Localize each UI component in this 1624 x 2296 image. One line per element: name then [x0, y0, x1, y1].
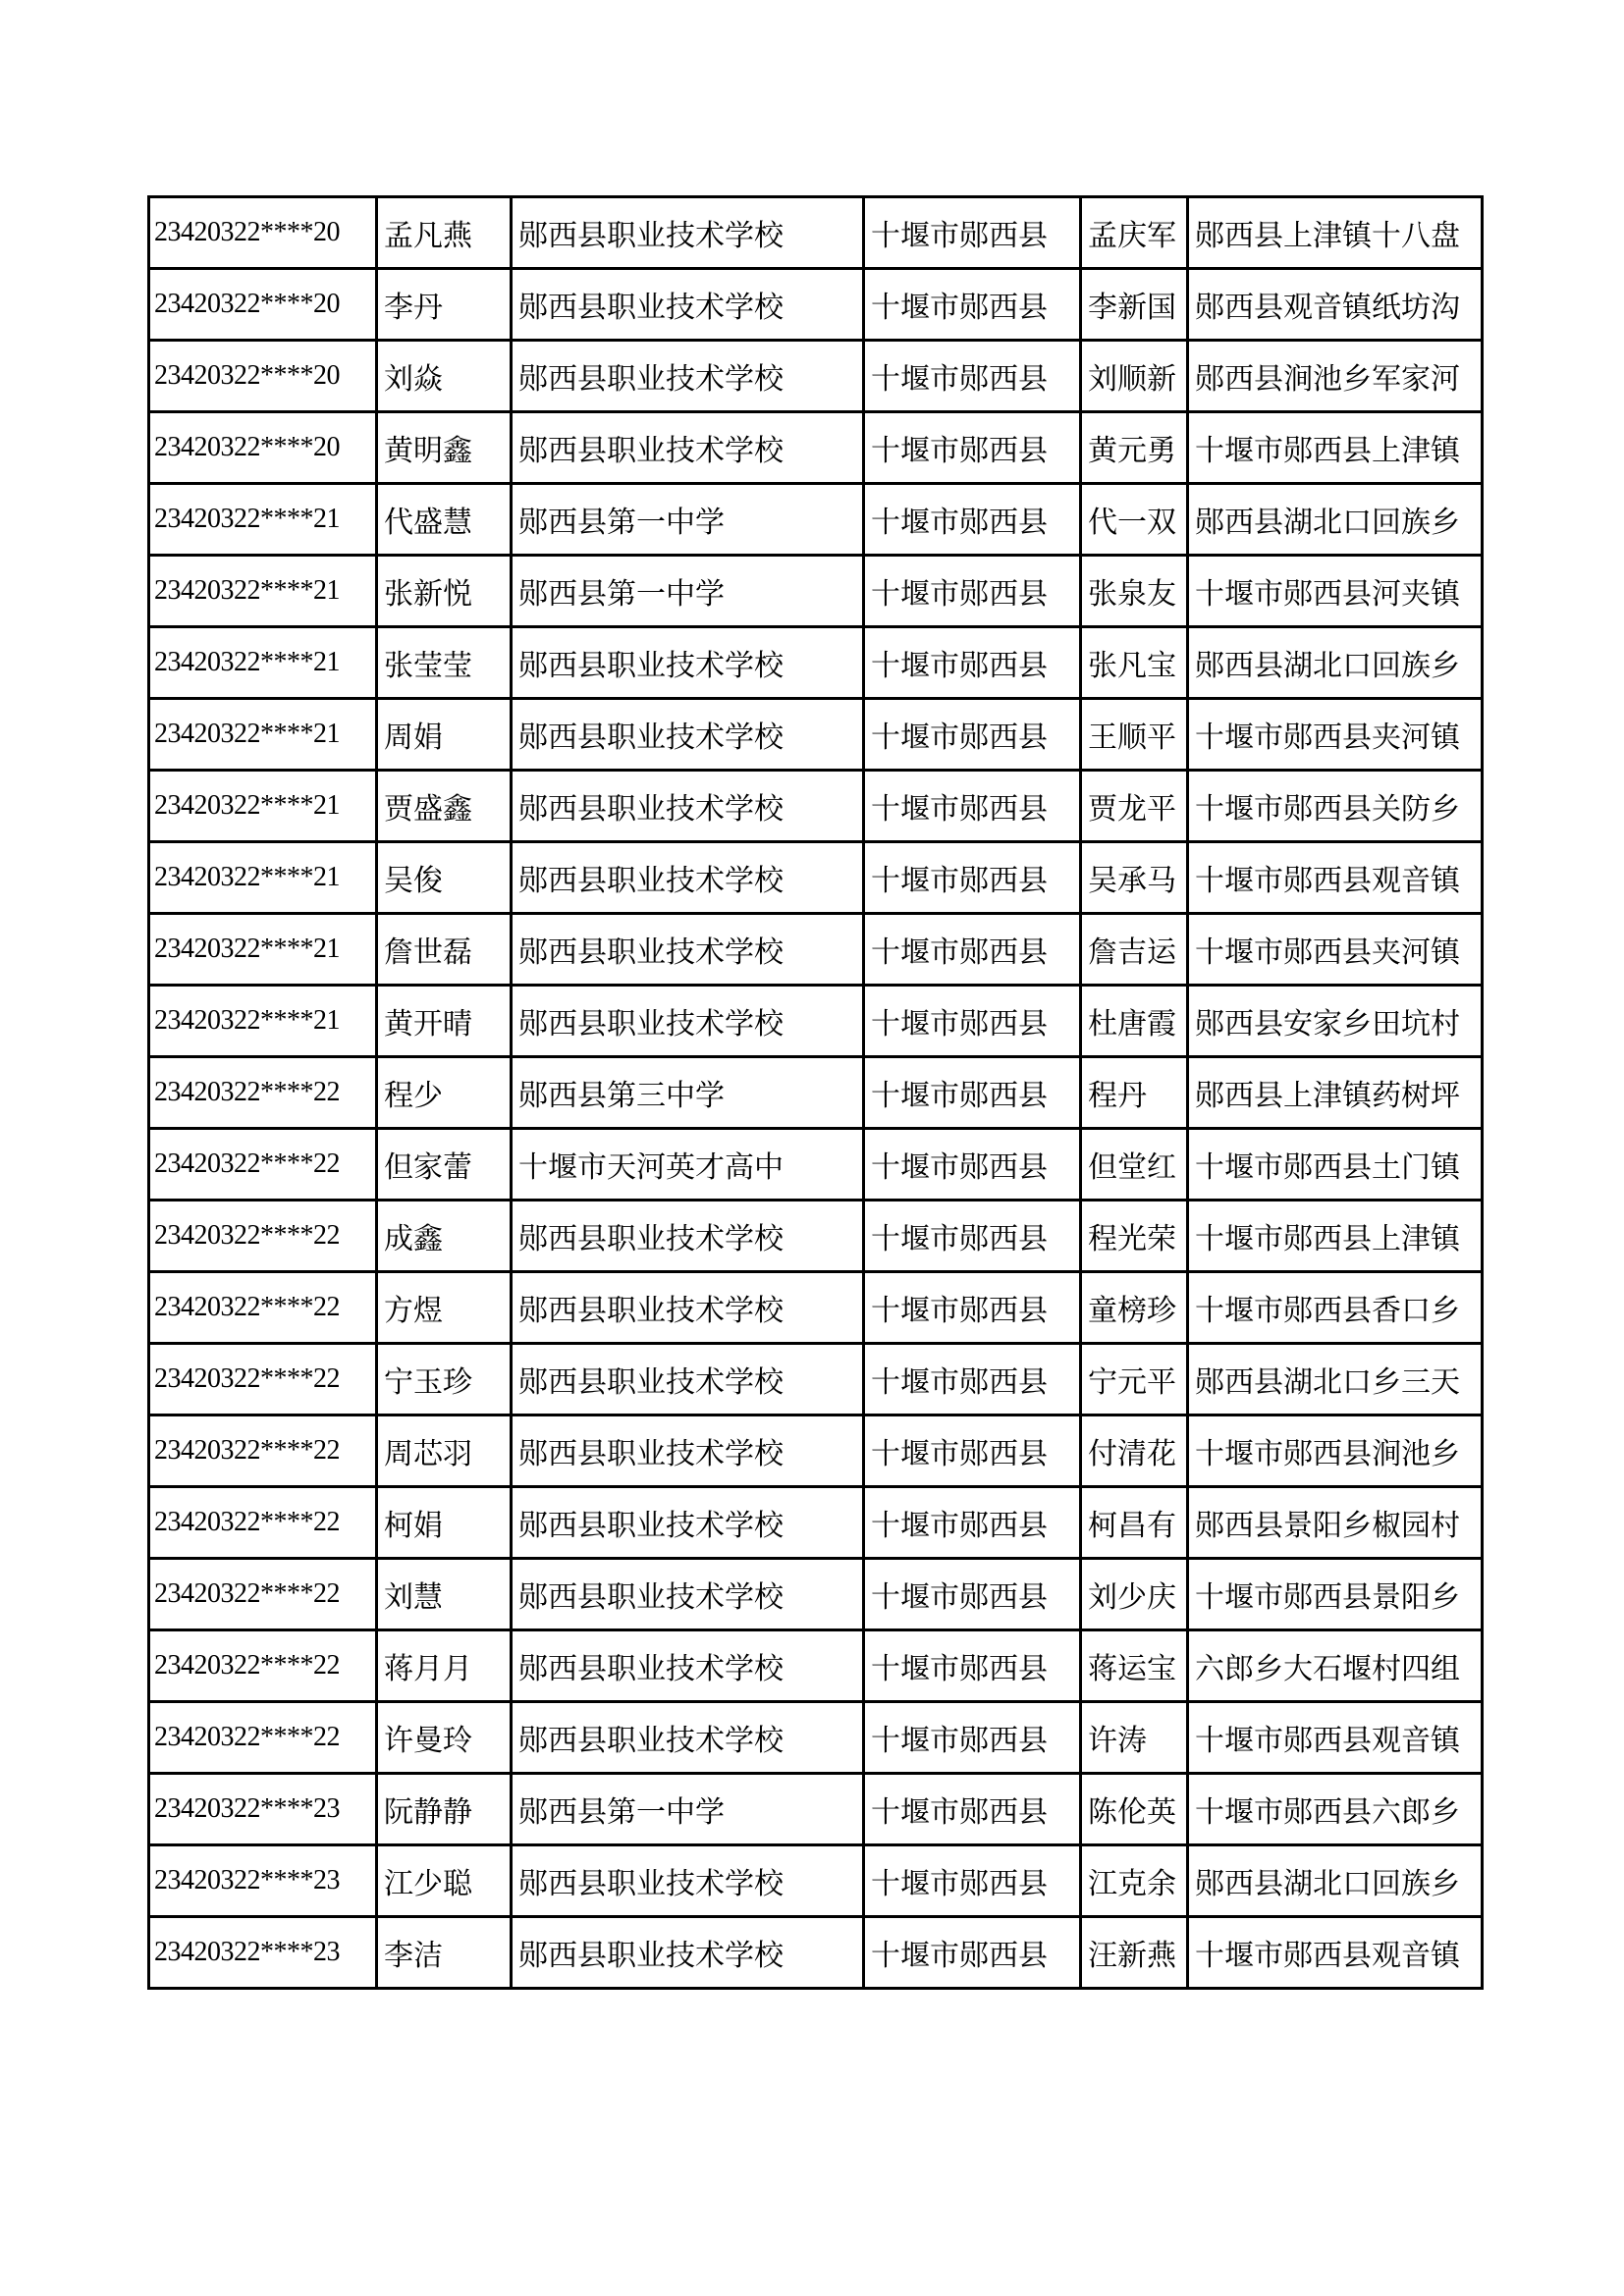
- address-cell: 十堰市郧西县景阳乡: [1188, 1559, 1483, 1630]
- school-cell: 郧西县职业技术学校: [512, 269, 864, 341]
- table-row: [149, 771, 1483, 842]
- guardian-name-cell: 杜唐霞: [1081, 986, 1188, 1057]
- address-cell: 十堰市郧西县上津镇: [1188, 412, 1483, 484]
- guardian-name-cell: 王顺平: [1081, 699, 1188, 771]
- student-name-cell: 成鑫: [377, 1201, 512, 1272]
- guardian-name-cell: 但堂红: [1081, 1129, 1188, 1201]
- address-cell: 十堰市郧西县夹河镇: [1188, 699, 1483, 771]
- id-number-cell: 23420322****22: [149, 1559, 377, 1630]
- student-name-cell: 柯娟: [377, 1487, 512, 1559]
- id-number-cell: 23420322****23: [149, 1774, 377, 1845]
- guardian-name-cell: 付清花: [1081, 1415, 1188, 1487]
- table-row: [149, 627, 1483, 699]
- student-name-cell: 程少: [377, 1057, 512, 1129]
- region-cell: 十堰市郧西县: [864, 1201, 1081, 1272]
- id-number-cell: 23420322****23: [149, 1917, 377, 1989]
- student-name-cell: 李洁: [377, 1917, 512, 1989]
- guardian-name-cell: 许涛: [1081, 1702, 1188, 1774]
- school-cell: 郧西县职业技术学校: [512, 627, 864, 699]
- id-number-cell: 23420322****22: [149, 1344, 377, 1415]
- id-number-cell: 23420322****21: [149, 842, 377, 914]
- id-number-cell: 23420322****22: [149, 1487, 377, 1559]
- address-cell: 郧西县湖北口乡三天: [1188, 1344, 1483, 1415]
- id-number-cell: 23420322****21: [149, 627, 377, 699]
- student-name-cell: 孟凡燕: [377, 197, 512, 269]
- student-name-cell: 但家蕾: [377, 1129, 512, 1201]
- school-cell: 郧西县第一中学: [512, 556, 864, 627]
- school-cell: 十堰市天河英才高中: [512, 1129, 864, 1201]
- id-number-cell: 23420322****22: [149, 1272, 377, 1344]
- address-cell: 郧西县上津镇十八盘: [1188, 197, 1483, 269]
- table-row: [149, 1917, 1483, 1989]
- guardian-name-cell: 李新国: [1081, 269, 1188, 341]
- id-number-cell: 23420322****22: [149, 1630, 377, 1702]
- id-number-cell: 23420322****21: [149, 484, 377, 556]
- region-cell: 十堰市郧西县: [864, 269, 1081, 341]
- student-name-cell: 张莹莹: [377, 627, 512, 699]
- address-cell: 郧西县湖北口回族乡: [1188, 1845, 1483, 1917]
- region-cell: 十堰市郧西县: [864, 197, 1081, 269]
- school-cell: 郧西县职业技术学校: [512, 341, 864, 412]
- address-cell: 郧西县上津镇药树坪: [1188, 1057, 1483, 1129]
- roster-table-body: [149, 197, 1483, 1989]
- school-cell: 郧西县职业技术学校: [512, 1201, 864, 1272]
- region-cell: 十堰市郧西县: [864, 484, 1081, 556]
- region-cell: 十堰市郧西县: [864, 1057, 1081, 1129]
- address-cell: 郧西县安家乡田坑村: [1188, 986, 1483, 1057]
- id-number-cell: 23420322****22: [149, 1702, 377, 1774]
- table-row: [149, 1845, 1483, 1917]
- student-name-cell: 宁玉珍: [377, 1344, 512, 1415]
- address-cell: 郧西县涧池乡军家河: [1188, 341, 1483, 412]
- region-cell: 十堰市郧西县: [864, 627, 1081, 699]
- id-number-cell: 23420322****20: [149, 197, 377, 269]
- table-row: [149, 1487, 1483, 1559]
- region-cell: 十堰市郧西县: [864, 1845, 1081, 1917]
- guardian-name-cell: 代一双: [1081, 484, 1188, 556]
- table-row: [149, 1774, 1483, 1845]
- student-name-cell: 方煜: [377, 1272, 512, 1344]
- student-name-cell: 李丹: [377, 269, 512, 341]
- table-row: [149, 842, 1483, 914]
- region-cell: 十堰市郧西县: [864, 914, 1081, 986]
- guardian-name-cell: 蒋运宝: [1081, 1630, 1188, 1702]
- id-number-cell: 23420322****20: [149, 412, 377, 484]
- region-cell: 十堰市郧西县: [864, 556, 1081, 627]
- student-name-cell: 詹世磊: [377, 914, 512, 986]
- address-cell: 郧西县观音镇纸坊沟: [1188, 269, 1483, 341]
- table-row: [149, 1630, 1483, 1702]
- student-name-cell: 周娟: [377, 699, 512, 771]
- guardian-name-cell: 吴承马: [1081, 842, 1188, 914]
- table-row: [149, 484, 1483, 556]
- region-cell: 十堰市郧西县: [864, 1917, 1081, 1989]
- table-row: [149, 1702, 1483, 1774]
- address-cell: 十堰市郧西县上津镇: [1188, 1201, 1483, 1272]
- student-name-cell: 代盛慧: [377, 484, 512, 556]
- table-row: [149, 1201, 1483, 1272]
- region-cell: 十堰市郧西县: [864, 771, 1081, 842]
- school-cell: 郧西县职业技术学校: [512, 1487, 864, 1559]
- school-cell: 郧西县第一中学: [512, 484, 864, 556]
- table-row: [149, 412, 1483, 484]
- region-cell: 十堰市郧西县: [864, 842, 1081, 914]
- guardian-name-cell: 黄元勇: [1081, 412, 1188, 484]
- school-cell: 郧西县职业技术学校: [512, 1845, 864, 1917]
- student-name-cell: 张新悦: [377, 556, 512, 627]
- guardian-name-cell: 宁元平: [1081, 1344, 1188, 1415]
- region-cell: 十堰市郧西县: [864, 341, 1081, 412]
- region-cell: 十堰市郧西县: [864, 1774, 1081, 1845]
- school-cell: 郧西县职业技术学校: [512, 1415, 864, 1487]
- region-cell: 十堰市郧西县: [864, 1344, 1081, 1415]
- school-cell: 郧西县职业技术学校: [512, 842, 864, 914]
- table-row: [149, 699, 1483, 771]
- region-cell: 十堰市郧西县: [864, 986, 1081, 1057]
- school-cell: 郧西县职业技术学校: [512, 1559, 864, 1630]
- table-row: [149, 197, 1483, 269]
- guardian-name-cell: 孟庆军: [1081, 197, 1188, 269]
- address-cell: 十堰市郧西县观音镇: [1188, 1917, 1483, 1989]
- guardian-name-cell: 陈伦英: [1081, 1774, 1188, 1845]
- school-cell: 郧西县职业技术学校: [512, 914, 864, 986]
- region-cell: 十堰市郧西县: [864, 412, 1081, 484]
- id-number-cell: 23420322****21: [149, 699, 377, 771]
- address-cell: 十堰市郧西县观音镇: [1188, 1702, 1483, 1774]
- guardian-name-cell: 刘少庆: [1081, 1559, 1188, 1630]
- table-row: [149, 1344, 1483, 1415]
- table-row: [149, 269, 1483, 341]
- id-number-cell: 23420322****22: [149, 1415, 377, 1487]
- school-cell: 郧西县职业技术学校: [512, 197, 864, 269]
- region-cell: 十堰市郧西县: [864, 1487, 1081, 1559]
- table-row: [149, 556, 1483, 627]
- roster-table: [147, 195, 1484, 1990]
- school-cell: 郧西县职业技术学校: [512, 1272, 864, 1344]
- id-number-cell: 23420322****21: [149, 556, 377, 627]
- id-number-cell: 23420322****22: [149, 1201, 377, 1272]
- address-cell: 十堰市郧西县土门镇: [1188, 1129, 1483, 1201]
- student-name-cell: 蒋月月: [377, 1630, 512, 1702]
- school-cell: 郧西县职业技术学校: [512, 1344, 864, 1415]
- id-number-cell: 23420322****22: [149, 1129, 377, 1201]
- student-name-cell: 刘焱: [377, 341, 512, 412]
- table-row: [149, 1129, 1483, 1201]
- address-cell: 十堰市郧西县观音镇: [1188, 842, 1483, 914]
- region-cell: 十堰市郧西县: [864, 1630, 1081, 1702]
- address-cell: 十堰市郧西县夹河镇: [1188, 914, 1483, 986]
- id-number-cell: 23420322****23: [149, 1845, 377, 1917]
- school-cell: 郧西县职业技术学校: [512, 1630, 864, 1702]
- region-cell: 十堰市郧西县: [864, 1559, 1081, 1630]
- school-cell: 郧西县职业技术学校: [512, 412, 864, 484]
- school-cell: 郧西县职业技术学校: [512, 699, 864, 771]
- guardian-name-cell: 贾龙平: [1081, 771, 1188, 842]
- region-cell: 十堰市郧西县: [864, 1129, 1081, 1201]
- address-cell: 十堰市郧西县六郎乡: [1188, 1774, 1483, 1845]
- school-cell: 郧西县职业技术学校: [512, 986, 864, 1057]
- id-number-cell: 23420322****21: [149, 771, 377, 842]
- student-name-cell: 阮静静: [377, 1774, 512, 1845]
- address-cell: 六郎乡大石堰村四组: [1188, 1630, 1483, 1702]
- school-cell: 郧西县职业技术学校: [512, 1917, 864, 1989]
- guardian-name-cell: 刘顺新: [1081, 341, 1188, 412]
- guardian-name-cell: 童榜珍: [1081, 1272, 1188, 1344]
- address-cell: 十堰市郧西县关防乡: [1188, 771, 1483, 842]
- table-row: [149, 914, 1483, 986]
- address-cell: 十堰市郧西县涧池乡: [1188, 1415, 1483, 1487]
- id-number-cell: 23420322****22: [149, 1057, 377, 1129]
- school-cell: 郧西县职业技术学校: [512, 1702, 864, 1774]
- table-row: [149, 986, 1483, 1057]
- guardian-name-cell: 程丹: [1081, 1057, 1188, 1129]
- id-number-cell: 23420322****20: [149, 269, 377, 341]
- student-name-cell: 江少聪: [377, 1845, 512, 1917]
- guardian-name-cell: 张凡宝: [1081, 627, 1188, 699]
- student-name-cell: 刘慧: [377, 1559, 512, 1630]
- address-cell: 郧西县湖北口回族乡: [1188, 484, 1483, 556]
- guardian-name-cell: 柯昌有: [1081, 1487, 1188, 1559]
- address-cell: 十堰市郧西县河夹镇: [1188, 556, 1483, 627]
- guardian-name-cell: 詹吉运: [1081, 914, 1188, 986]
- student-name-cell: 黄开晴: [377, 986, 512, 1057]
- id-number-cell: 23420322****21: [149, 986, 377, 1057]
- table-row: [149, 341, 1483, 412]
- guardian-name-cell: 江克余: [1081, 1845, 1188, 1917]
- guardian-name-cell: 程光荣: [1081, 1201, 1188, 1272]
- id-number-cell: 23420322****20: [149, 341, 377, 412]
- address-cell: 郧西县湖北口回族乡: [1188, 627, 1483, 699]
- guardian-name-cell: 张泉友: [1081, 556, 1188, 627]
- region-cell: 十堰市郧西县: [864, 1702, 1081, 1774]
- guardian-name-cell: 汪新燕: [1081, 1917, 1188, 1989]
- region-cell: 十堰市郧西县: [864, 699, 1081, 771]
- table-row: [149, 1057, 1483, 1129]
- school-cell: 郧西县第三中学: [512, 1057, 864, 1129]
- table-row: [149, 1415, 1483, 1487]
- id-number-cell: 23420322****21: [149, 914, 377, 986]
- student-name-cell: 黄明鑫: [377, 412, 512, 484]
- school-cell: 郧西县第一中学: [512, 1774, 864, 1845]
- student-name-cell: 周芯羽: [377, 1415, 512, 1487]
- region-cell: 十堰市郧西县: [864, 1415, 1081, 1487]
- student-name-cell: 许曼玲: [377, 1702, 512, 1774]
- table-row: [149, 1559, 1483, 1630]
- table-row: [149, 1272, 1483, 1344]
- address-cell: 十堰市郧西县香口乡: [1188, 1272, 1483, 1344]
- address-cell: 郧西县景阳乡椒园村: [1188, 1487, 1483, 1559]
- region-cell: 十堰市郧西县: [864, 1272, 1081, 1344]
- student-name-cell: 吴俊: [377, 842, 512, 914]
- school-cell: 郧西县职业技术学校: [512, 771, 864, 842]
- student-name-cell: 贾盛鑫: [377, 771, 512, 842]
